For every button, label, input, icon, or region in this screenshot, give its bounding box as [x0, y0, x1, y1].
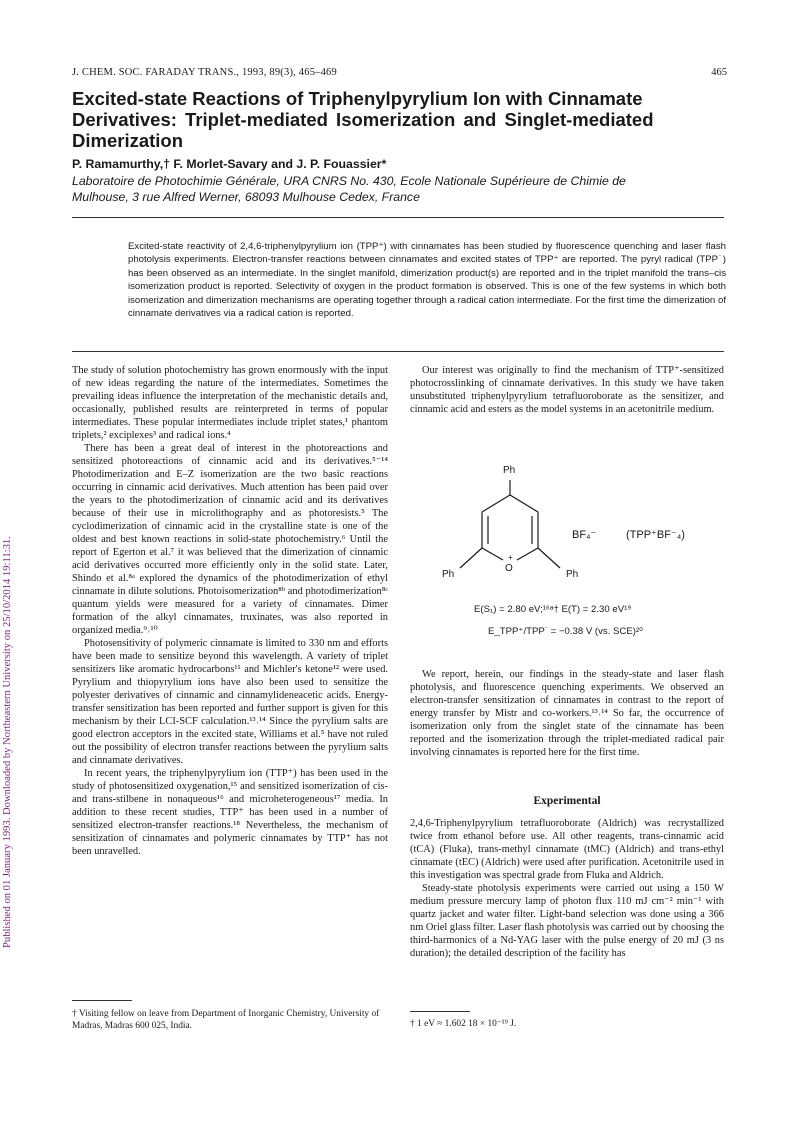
title-rule [72, 217, 724, 218]
download-note: Published on 01 January 1993. Downloaded by Northeastern University on 25/10/2014 19:11:31. [2, 536, 13, 948]
phenyl-top-label: Ph [503, 465, 516, 476]
counter-ion-label: BF₄⁻ [572, 529, 597, 541]
right-intro [410, 364, 724, 416]
experimental-section [410, 817, 724, 960]
title-line: Excited-state Reactions of Triphenylpyrylium Ion with Cinnamate [72, 88, 643, 109]
phenyl-left-label: Ph [442, 569, 455, 580]
footnote-affiliation: † Visiting fellow on leave from Department of Inorganic Chemistry, University of Madras, Madras 600 025, India. [72, 1009, 380, 1031]
article-title [72, 88, 732, 151]
authors: P. Ramamurthy,† F. Morlet-Savary and J. P. Fouassier* [72, 157, 387, 171]
body-paragraph: We report, herein, our findings in the steady-state and laser flash photolysis, and fluorescence quenching experiments. We observed an electron-transfer sensitization of cinnamates in contrast to the report of energy transfer by Mistr and co-workers.¹³˒¹⁴ So far, the occurrence of isomerization only from the singlet state of the cinnamate has been reported and the isomerization through the triplet-mediated radical pair involving cinnamates is reported here for the first time. [410, 669, 724, 758]
body-paragraph: Our interest was originally to find the mechanism of TTP⁺-sensitized photocrosslinking of cinnamate derivatives. In this study we have taken unsubstituted triphenylpyrylium tetrafluoroborate as the sensitizer, and cinnamic acid and esters as the model systems in an acetonitrile medium. [410, 365, 724, 415]
body-paragraph: In recent years, the triphenylpyrylium ion (TTP⁺) has been used in the study of photosensitized oxygenation,¹⁵ and sensitized isomerization of cis- and trans-stilbene in nonaqueous¹⁶ and microheterogeneous¹⁷ media. In addition to these recent studies, TTP⁺ has been used in a number of sensitized electron-transfer reactions.¹⁸ Nevertheless, the mechanism of sensitization of cinnamates and polymeric cinnamates by TTP⁺ has not been unravelled. [72, 768, 388, 857]
running-head: J. CHEM. SOC. FARADAY TRANS., 1993, 89(3), 465–469 [72, 67, 337, 78]
affiliation [72, 173, 732, 205]
section-heading-experimental: Experimental [533, 795, 601, 807]
page-number: 465 [711, 67, 727, 78]
affiliation-line: Mulhouse, 3 rue Alfred Werner, 68093 Mulhouse Cedex, France [72, 190, 420, 204]
affiliation-line: Laboratoire de Photochimie Générale, URA CNRS No. 430, Ecole Nationale Supérieure de Chimie de [72, 174, 626, 188]
charge-label: + [508, 553, 513, 562]
abstract-rule [72, 351, 724, 352]
potential-equation: E_TPP⁺/TPP˙ = −0.38 V (vs. SCE)²⁰ [488, 626, 643, 637]
body-paragraph: Photosensitivity of polymeric cinnamate is limited to 330 nm and efforts have been made to sensitize beyond this wavelength. A variety of triplet sensitizers like aromatic hydrocarbons¹¹ and Michler's ketone¹² were used. Pyrylium and thiopyrylium ions have also been used to sensitize the polyester derivatives of cinnamic and cinnamylideneacetic acids. Energy-transfer sensitization has been reported and further support is given for this mechanism by their LCI-SCF calculation.¹³˒¹⁴ Since the pyrylium salts are good electron acceptors in the excited state, Williams et al.⁵ have not ruled out the possibility of electron transfer reactions between the pyrylium salts and cinnamate derivatives. [72, 638, 388, 766]
compound-label: (TPP⁺BF⁻₄) [626, 529, 685, 541]
footnote-rule [72, 1000, 132, 1001]
right-mid [410, 668, 724, 759]
title-line: Dimerization [72, 130, 184, 151]
energy-equation: E(S₁) = 2.80 eV;¹⁶ᵃ† E(T) = 2.30 eV¹⁹ [474, 604, 632, 615]
body-paragraph: Steady-state photolysis experiments were carried out using a 150 W medium pressure mercury lamp of photon flux 110 mJ cm⁻² min⁻¹ with quartz jacket and water filter. Light-band selection was done using a 366 nm Oriel glass filter. Laser flash photolysis was carried out by choosing the third-harmonics of a Nd-YAG laser with the pulse energy of 20 mJ (3 ns duration); the detailed description of the facility has [410, 883, 724, 959]
body-paragraph: There has been a great deal of interest in the photoreactions and sensitized photoreactions of cinnamic acid and its derivatives.⁵⁻¹⁴ Photodimerization and E–Z isomerization are the two basic reactions occurring in cinnamic acid derivatives. Much attention has been paid over the years to the photodimerization of cinnamic acid and its derivatives because of their use in microlithography and as photoresists.⁵ The cyclodimerization of cinnamic acid in the crystalline state is one of the oldest and best known reactions in solid-state photochemistry.⁶ Until the report of Egerton et al.⁷ it was believed that the dimerization of cinnamic acid derivatives occurred more efficiently only in the solid state. Later, Shindo et al.⁸ᵃ explored the dynamics of the photodimerization of ethyl cinnamate in dilute solutions. Photoisomerization⁸ᵇ and photodimerization⁸ᶜ quantum yields were measured for a variety of cinnamates. Dimer formation of the alkyl cinnamates, truxinates, was also reported in organized media.⁹˒¹⁰ [72, 443, 388, 636]
left-column [72, 364, 388, 858]
footnote-rule-right [410, 1011, 470, 1012]
body-paragraph: 2,4,6-Triphenylpyrylium tetrafluoroborate (Aldrich) was recrystallized twice from ethanol before use. All other reagents, trans-cinnamic acid (tCA) (Fluka), trans-methyl cinnamate (tMC) (Aldrich) and trans-ethyl cinnamate (tEC) (Aldrich) were used after purification. Acetonitrile used in this investigation was spectral grade from Fluka and Aldrich. [410, 818, 724, 881]
title-line: Derivatives: Triplet-mediated Isomerization and Singlet-mediated [72, 109, 654, 130]
footnote-unit: † 1 eV ≈ 1.602 18 × 10⁻¹⁹ J. [410, 1019, 517, 1029]
body-paragraph: The study of solution photochemistry has grown enormously with the input of new ideas regarding the nature of the intermediates. Sometimes the prevailing ideas influence the interpretation of the mechanistic details and, occasionally, published results are reinterpreted in terms of popular intermediates. These popular intermediates include triplet states,¹ phantom triplets,² exciplexes³ and radical ions.⁴ [72, 365, 388, 441]
phenyl-right-label: Ph [566, 569, 579, 580]
oxygen-label: O [505, 563, 513, 574]
abstract: Excited-state reactivity of 2,4,6-triphenylpyrylium ion (TPP⁺) with cinnamates has been studied by fluorescence quenching and laser flash photolysis experiments. Electron-transfer reactions between cinnamates and excited states of TPP⁺ are reported. The pyryl radical (TPP˙) has been observed as an intermediate. In the singlet manifold, dimerization product(s) are reported and in the triplet manifold the trans–cis isomerization product is reported. Selectivity of oxygen in the product formation is observed. This is one of the few systems in which both isomerization and dimerization mechanisms are operating together through a radical cation intermediate. For the first time the dimerization of cinnamate derivatives via a radical cation is reported. [128, 241, 726, 320]
